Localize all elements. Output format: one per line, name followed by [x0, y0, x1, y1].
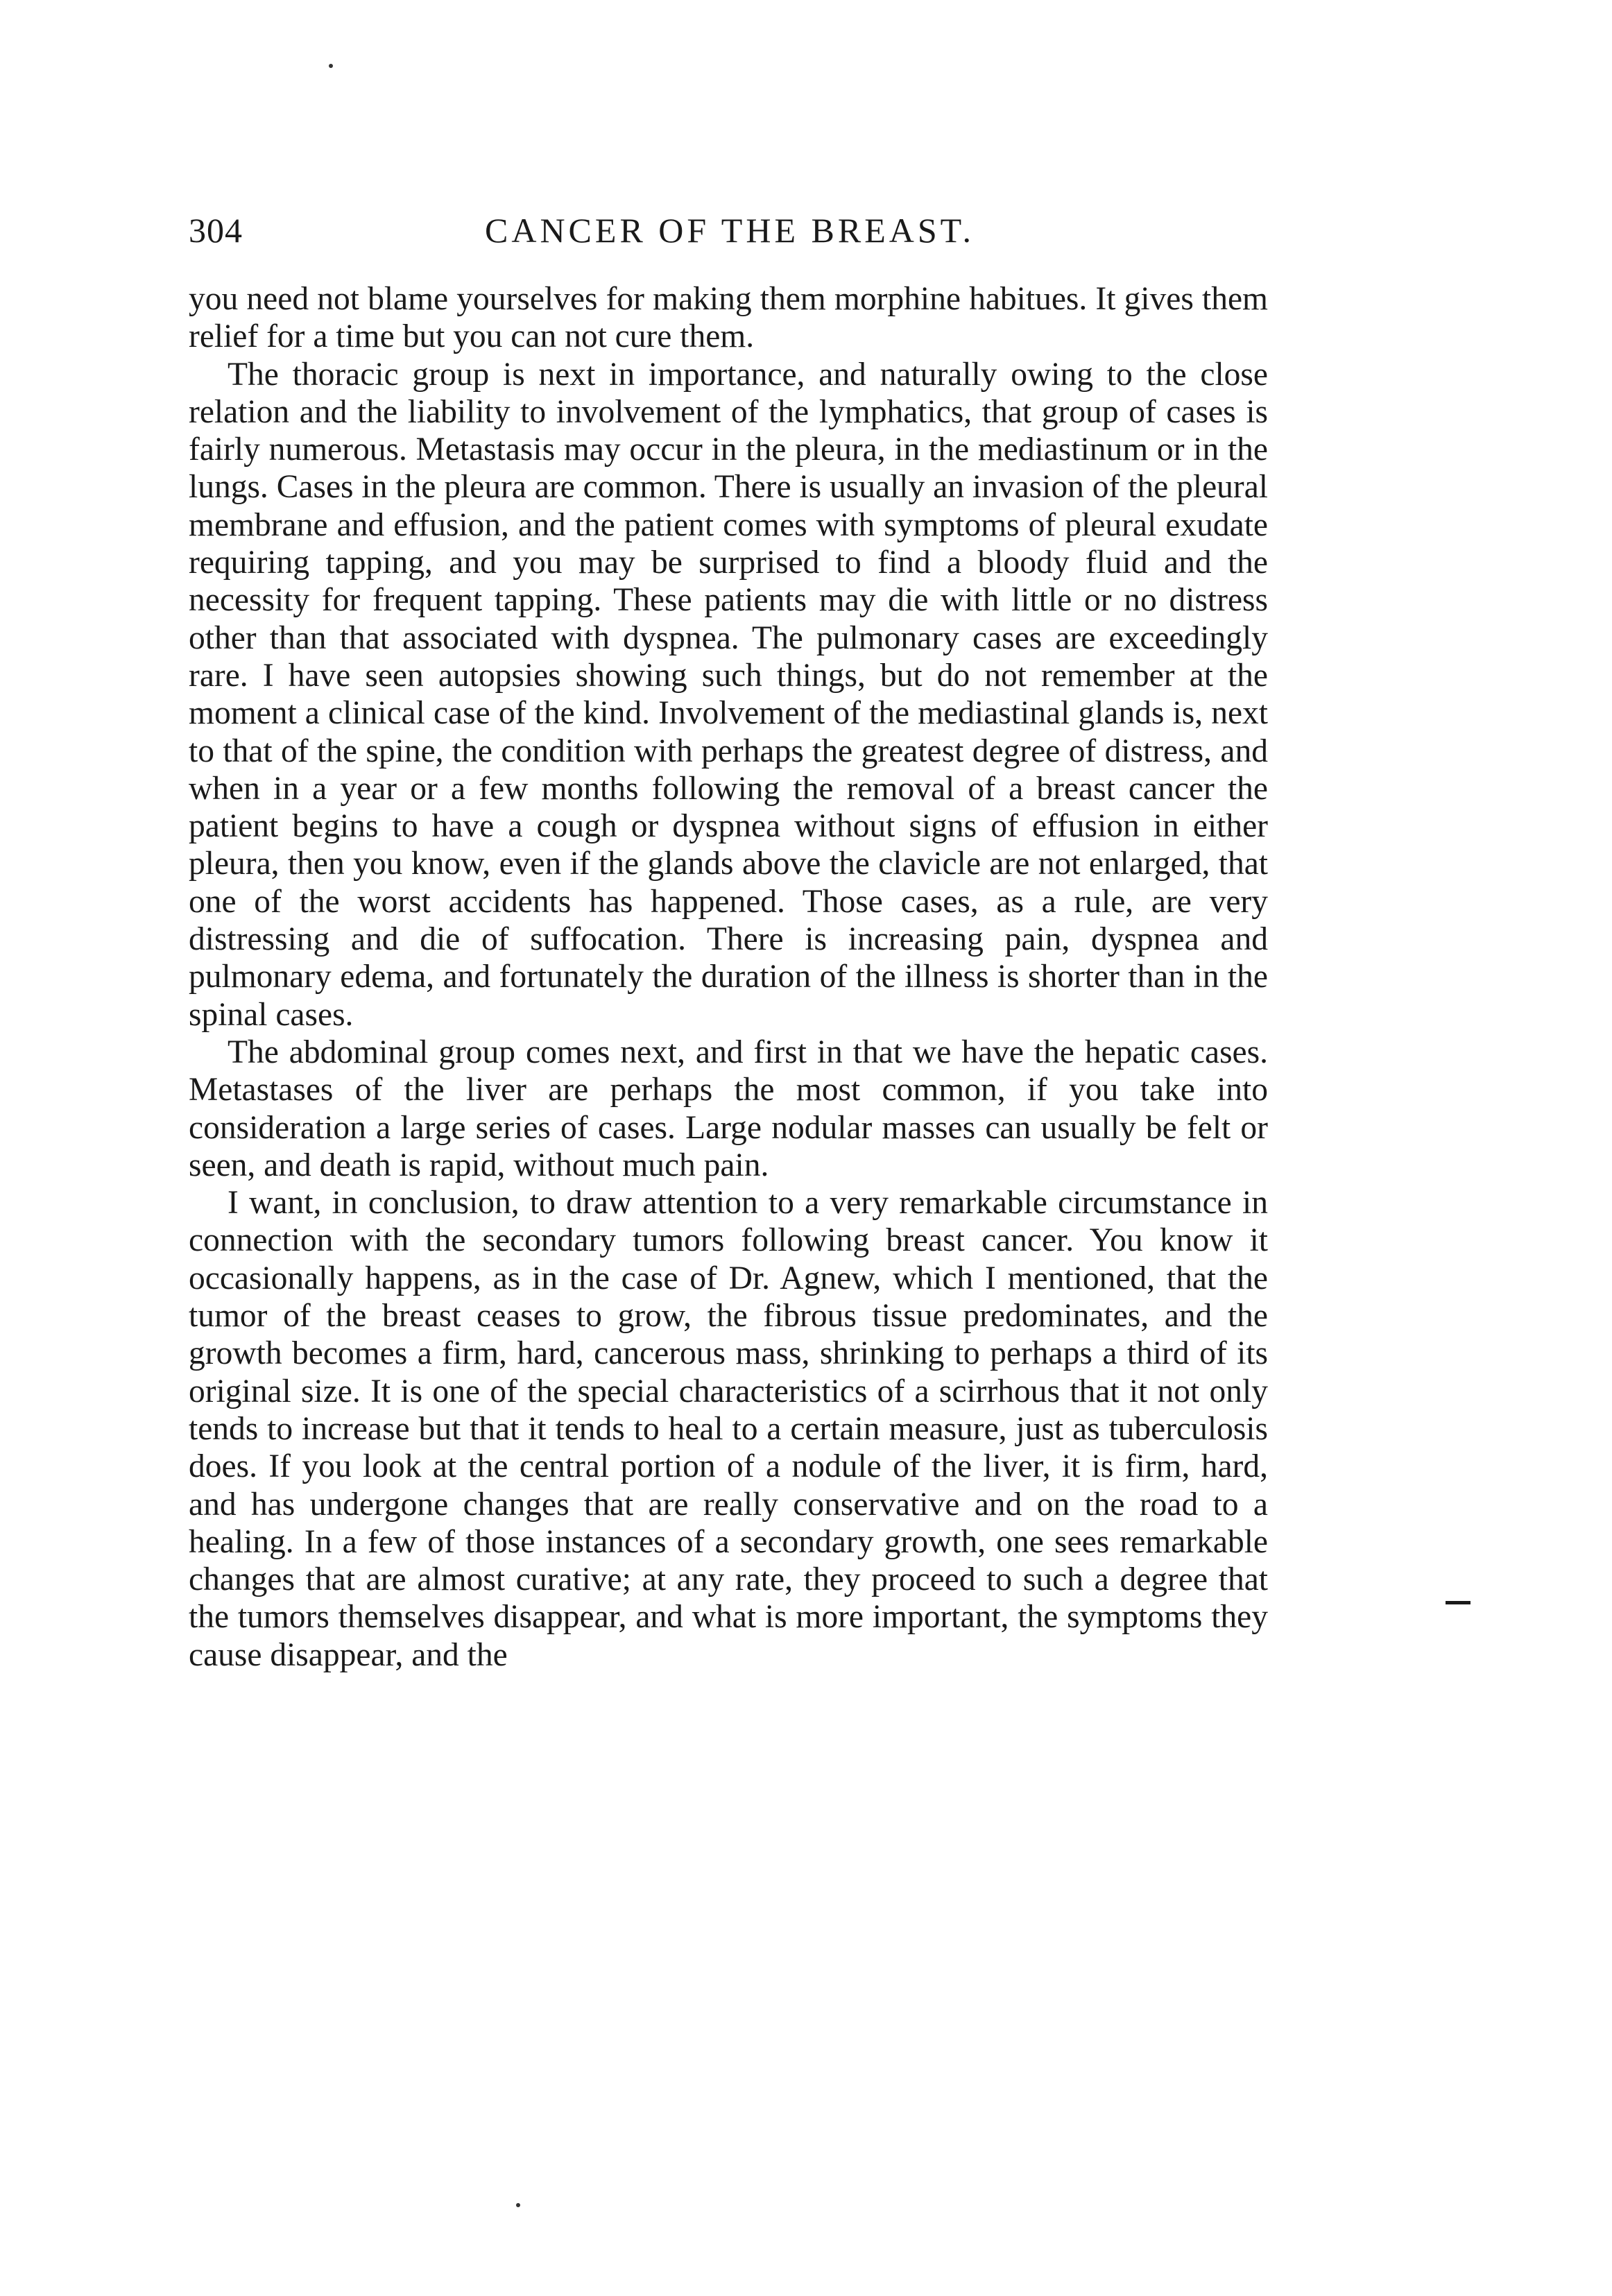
body-text	[189, 280, 1268, 1674]
paragraph-conclusion: I want, in conclusion, to draw attention to a very remarkable circumstance in connection with the secondary tumors following breast cancer. You know it occasionally happens, as in the case of Dr. Agnew, which I mentioned, that the tumor of the breast ceases to grow, the fibrous tissue predominates, and the growth becomes a firm, hard, cancerous mass, shrinking to perhaps a third of its original size. It is one of the special characteristics of a scirrhous that it not only tends to increase but that it tends to heal to a certain measure, just as tuberculosis does. If you look at the central portion of a nodule of the liver, it is firm, hard, and has undergone changes that are really conservative and on the road to a healing. In a few of those instances of a secondary growth, one sees remarkable changes that are almost curative; at any rate, they proceed to such a degree that the tumors themselves disappear, and what is more important, the symptoms they cause disappear, and the	[189, 1185, 1268, 1673]
print-speck	[516, 2203, 520, 2207]
running-head: CANCER OF THE BREAST.	[484, 211, 975, 250]
paragraph-thoracic-group: The thoracic group is next in importance, and naturally owing to the close relation and the liability to involvement of the lymphatics, that group of cases is fairly numerous. Metastasis may occur in the pleura, in the mediastinum or in the lungs. Cases in the pleura are common. There is usually an invasion of the pleural membrane and effusion, and the patient comes with symptoms of pleural exudate requiring tapping, and you may be surprised to find a bloody fluid and the necessity for frequent tapping. These patients may die with little or no distress other than that associated with dyspnea. The pulmonary cases are exceedingly rare. I have seen autopsies showing such things, but do not remember at the moment a clinical case of the kind. Involvement of the mediastinal glands is, next to that of the spine, the condition with perhaps the greatest degree of distress, and when in a year or a few months following the removal of a breast cancer the patient begins to have a cough or dyspnea without signs of effusion in either pleura, then you know, even if the glands above the clavicle are not enlarged, that one of the worst accidents has happened. Those cases, as a rule, are very distressing and die of suffocation. There is increasing pain, dyspnea and pulmonary edema, and fortunately the duration of the illness is shorter than in the spinal cases.	[189, 356, 1268, 1033]
margin-mark	[1446, 1601, 1470, 1604]
print-speck	[329, 64, 333, 68]
page-number: 304	[189, 211, 243, 250]
page-header	[189, 203, 1271, 258]
paragraph-continued: you need not blame yourselves for making them morphine habitues. It gives them relief for a time but you can not cure them.	[189, 281, 1268, 355]
paragraph-abdominal-group: The abdominal group comes next, and first in that we have the hepatic cases. Metastases of the liver are perhaps the most common, if you take into consideration a large series of cases. Large nodular masses can usually be felt or seen, and death is rapid, without much pain.	[189, 1034, 1268, 1183]
